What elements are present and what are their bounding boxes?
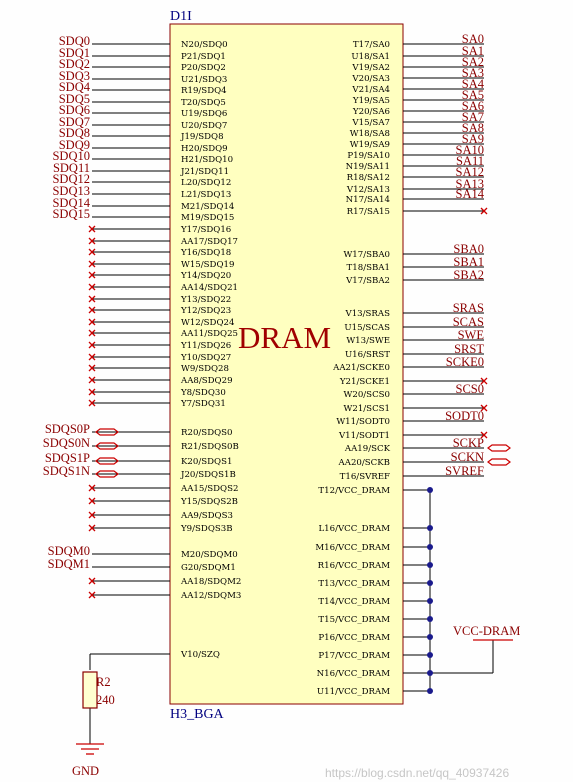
right-net-label-27: SODT0 — [445, 409, 484, 423]
left-net-label-34: SDQS1P — [44, 451, 90, 465]
right-pin-label-0: T17/SA0 — [352, 40, 390, 50]
left-pin-label-37: Y15/SDQS2B — [181, 497, 238, 507]
junction-dot-39 — [427, 634, 433, 640]
left-pin-label-17: AA17/SDQ17 — [181, 237, 239, 247]
left-pin-label-35: J20/SDQS1B — [181, 470, 236, 480]
right-net-label-13: SA13 — [455, 177, 484, 191]
right-net-label-2: SA2 — [461, 55, 484, 69]
right-net-label-29: SCKP — [452, 436, 484, 450]
right-net-label-10: SA10 — [455, 143, 484, 157]
left-pin-label-22: Y13/SDQ22 — [181, 295, 232, 305]
junction-dot-35 — [427, 562, 433, 568]
left-pin-label-30: Y8/SDQ30 — [181, 388, 226, 398]
right-net-label-4: SA4 — [461, 77, 484, 91]
right-pin-label-34: M16/VCC_DRAM — [315, 543, 390, 553]
right-net-label-20: SCAS — [452, 315, 484, 329]
left-net-label-11: SDQ11 — [52, 161, 90, 175]
right-pin-label-19: V13/SRAS — [345, 309, 390, 319]
right-pin-label-6: Y20/SA6 — [352, 107, 390, 117]
left-pin-label-43: AA12/SDQM3 — [181, 591, 242, 601]
right-net-label-14: SA14 — [455, 187, 484, 201]
junction-dot-34 — [427, 544, 433, 550]
left-pin-label-38: AA9/SDQS3 — [181, 511, 233, 521]
right-pin-label-27: W11/SODT0 — [336, 417, 390, 427]
gnd-label: GND — [72, 764, 100, 778]
left-pin-label-4: R19/SDQ4 — [181, 86, 227, 96]
left-net-label-1: SDQ1 — [58, 46, 90, 60]
left-pin-label-21: AA14/SDQ21 — [181, 283, 239, 293]
left-net-label-13: SDQ13 — [52, 184, 90, 198]
right-pin-label-11: N19/SA11 — [345, 162, 390, 172]
left-net-label-33: SDQS0N — [42, 436, 90, 450]
left-pin-label-33: R21/SDQS0B — [181, 442, 239, 452]
left-pin-label-0: N20/SDQ0 — [181, 40, 228, 50]
junction-dot-42 — [427, 688, 433, 694]
left-pin-label-24: W12/SDQ24 — [181, 318, 235, 328]
right-pin-label-12: R18/SA12 — [346, 173, 390, 183]
right-pin-label-8: W18/SA8 — [349, 129, 390, 139]
right-net-label-19: SRAS — [452, 301, 484, 315]
right-net-label-3: SA3 — [461, 66, 484, 80]
right-pin-label-28: V11/SODT1 — [338, 431, 390, 441]
right-pin-label-13: V12/SA13 — [346, 185, 390, 195]
left-pin-label-26: Y11/SDQ26 — [181, 341, 232, 351]
right-pin-label-10: P19/SA10 — [347, 151, 390, 161]
left-pin-label-10: H21/SDQ10 — [181, 155, 234, 165]
right-net-label-16: SBA0 — [453, 242, 484, 256]
left-net-label-2: SDQ2 — [58, 57, 90, 71]
junction-dot-40 — [427, 652, 433, 658]
right-net-label-25: SCS0 — [455, 382, 484, 396]
right-pin-label-30: AA20/SCKB — [338, 458, 390, 468]
right-pin-label-39: P16/VCC_DRAM — [318, 633, 390, 643]
right-pin-label-42: U11/VCC_DRAM — [316, 687, 390, 697]
resistor-value: 240 — [96, 693, 115, 707]
resistor-body — [83, 672, 97, 708]
right-net-label-17: SBA1 — [453, 255, 484, 269]
left-pin-label-29: AA8/SDQ29 — [181, 376, 233, 386]
left-net-label-12: SDQ12 — [52, 172, 90, 186]
junction-dot-38 — [427, 616, 433, 622]
right-net-label-7: SA7 — [461, 110, 484, 124]
left-pin-label-12: L20/SDQ12 — [181, 178, 232, 188]
right-pin-label-3: V20/SA3 — [352, 74, 390, 84]
left-pin-label-25: AA11/SDQ25 — [181, 329, 239, 339]
left-pin-label-5: T20/SDQ5 — [181, 98, 226, 108]
right-pin-label-24: Y21/SCKE1 — [339, 377, 390, 387]
right-pin-label-22: U16/SRST — [344, 350, 390, 360]
component-title: DRAM — [238, 320, 332, 355]
left-pin-label-34: K20/SDQS1 — [181, 457, 233, 467]
left-pin-label-16: Y17/SDQ16 — [181, 225, 232, 235]
left-pin-label-7: U20/SDQ7 — [181, 121, 228, 131]
left-net-label-3: SDQ3 — [58, 69, 90, 83]
left-net-label-35: SDQS1N — [42, 464, 90, 478]
right-net-label-1: SA1 — [461, 44, 484, 58]
right-pin-label-26: W21/SCS1 — [343, 404, 390, 414]
left-pin-label-14: M21/SDQ14 — [181, 202, 235, 212]
left-net-label-9: SDQ9 — [58, 138, 90, 152]
left-net-label-7: SDQ7 — [58, 115, 90, 129]
left-pin-label-44: V10/SZQ — [181, 650, 220, 660]
right-pin-label-36: T13/VCC_DRAM — [318, 579, 390, 589]
left-pin-label-23: Y12/SDQ23 — [181, 306, 232, 316]
left-net-label-6: SDQ6 — [58, 103, 90, 117]
right-pin-label-37: T14/VCC_DRAM — [318, 597, 390, 607]
right-pin-label-1: U18/SA1 — [351, 52, 390, 62]
right-pin-label-14: N17/SA14 — [345, 195, 390, 205]
left-net-label-32: SDQS0P — [44, 422, 90, 436]
left-pin-label-27: Y10/SDQ27 — [181, 353, 232, 363]
right-pin-label-4: V21/SA4 — [352, 85, 390, 95]
right-pin-label-38: T15/VCC_DRAM — [318, 615, 390, 625]
left-pin-label-2: P20/SDQ2 — [181, 63, 226, 73]
left-pin-label-40: M20/SDQM0 — [181, 550, 238, 560]
right-net-label-8: SA8 — [461, 121, 484, 135]
junction-dot-41 — [427, 670, 433, 676]
left-net-label-0: SDQ0 — [58, 34, 90, 48]
right-pin-label-33: L16/VCC_DRAM — [318, 524, 390, 534]
left-pin-label-15: M19/SDQ15 — [181, 213, 235, 223]
watermark: https://blog.csdn.net/qq_40937426 — [325, 766, 510, 780]
component-footprint: H3_BGA — [170, 707, 224, 722]
left-pin-label-42: AA18/SDQM2 — [181, 577, 242, 587]
right-pin-label-40: P17/VCC_DRAM — [318, 651, 390, 661]
right-pin-label-16: W17/SBA0 — [343, 250, 390, 260]
right-pin-label-25: W20/SCS0 — [343, 390, 390, 400]
junction-dot-36 — [427, 580, 433, 586]
right-net-label-18: SBA2 — [453, 268, 484, 282]
right-pin-label-2: V19/SA2 — [352, 63, 390, 73]
right-pin-label-21: W13/SWE — [346, 336, 390, 346]
right-net-label-0: SA0 — [461, 32, 484, 46]
left-pin-label-20: Y14/SDQ20 — [181, 271, 232, 281]
left-pin-label-8: J19/SDQ8 — [181, 132, 224, 142]
junction-dot-32 — [427, 487, 433, 493]
right-pin-label-23: AA21/SCKE0 — [333, 363, 390, 373]
left-net-label-8: SDQ8 — [58, 126, 90, 140]
left-pin-label-18: Y16/SDQ18 — [181, 248, 232, 258]
left-net-label-40: SDQM0 — [47, 544, 90, 558]
left-pin-label-6: U19/SDQ6 — [181, 109, 228, 119]
component-designator: D1I — [170, 9, 192, 24]
resistor-designator: R2 — [96, 675, 111, 689]
right-net-label-21: SWE — [457, 328, 484, 342]
left-pin-label-31: Y7/SDQ31 — [181, 399, 226, 409]
right-pin-label-18: V17/SBA2 — [346, 276, 390, 286]
right-pin-label-35: R16/VCC_DRAM — [317, 561, 390, 571]
diff-pair-marker-right-30 — [488, 459, 510, 465]
diff-pair-marker-right-29 — [488, 445, 510, 451]
right-net-label-6: SA6 — [461, 99, 484, 113]
right-pin-label-29: AA19/SCK — [344, 444, 390, 454]
left-pin-label-3: U21/SDQ3 — [181, 75, 228, 85]
right-net-label-30: SCKN — [450, 450, 484, 464]
right-pin-label-20: U15/SCAS — [344, 323, 390, 333]
left-pin-label-13: L21/SDQ13 — [181, 190, 232, 200]
right-pin-label-15: R17/SA15 — [346, 207, 390, 217]
right-pin-label-5: Y19/SA5 — [352, 96, 390, 106]
right-net-label-5: SA5 — [461, 88, 484, 102]
right-net-label-12: SA12 — [455, 165, 484, 179]
right-net-label-22: SRST — [454, 342, 484, 356]
left-pin-label-11: J21/SDQ11 — [181, 167, 230, 177]
right-pin-label-32: T12/VCC_DRAM — [318, 486, 390, 496]
right-pin-label-31: T16/SVREF — [339, 472, 390, 482]
left-pin-label-19: W15/SDQ19 — [181, 260, 235, 270]
right-pin-label-7: V15/SA7 — [352, 118, 390, 128]
vcc-dram-power-port-label: VCC-DRAM — [453, 624, 521, 638]
right-net-label-31: SVREF — [445, 464, 484, 478]
left-net-label-15: SDQ15 — [52, 207, 90, 221]
right-pin-label-9: W19/SA9 — [349, 140, 390, 150]
left-net-label-5: SDQ5 — [58, 92, 90, 106]
left-net-label-10: SDQ10 — [52, 149, 90, 163]
right-pin-label-17: T18/SBA1 — [346, 263, 390, 273]
left-pin-label-9: H20/SDQ9 — [181, 144, 228, 154]
right-net-label-23: SCKE0 — [445, 355, 484, 369]
right-net-label-9: SA9 — [461, 132, 484, 146]
junction-dot-33 — [427, 525, 433, 531]
left-pin-label-39: Y9/SDQS3B — [181, 524, 233, 534]
junction-dot-37 — [427, 598, 433, 604]
left-net-label-4: SDQ4 — [58, 80, 90, 94]
right-net-label-11: SA11 — [455, 154, 484, 168]
left-pin-label-32: R20/SDQS0 — [181, 428, 233, 438]
left-net-label-41: SDQM1 — [47, 557, 90, 571]
left-net-label-14: SDQ14 — [52, 196, 90, 210]
right-pin-label-41: N16/VCC_DRAM — [316, 669, 390, 679]
left-pin-label-36: AA15/SDQS2 — [181, 484, 239, 494]
left-pin-label-41: G20/SDQM1 — [181, 563, 236, 573]
left-pin-label-1: P21/SDQ1 — [181, 52, 226, 62]
left-pin-label-28: W9/SDQ28 — [181, 364, 229, 374]
